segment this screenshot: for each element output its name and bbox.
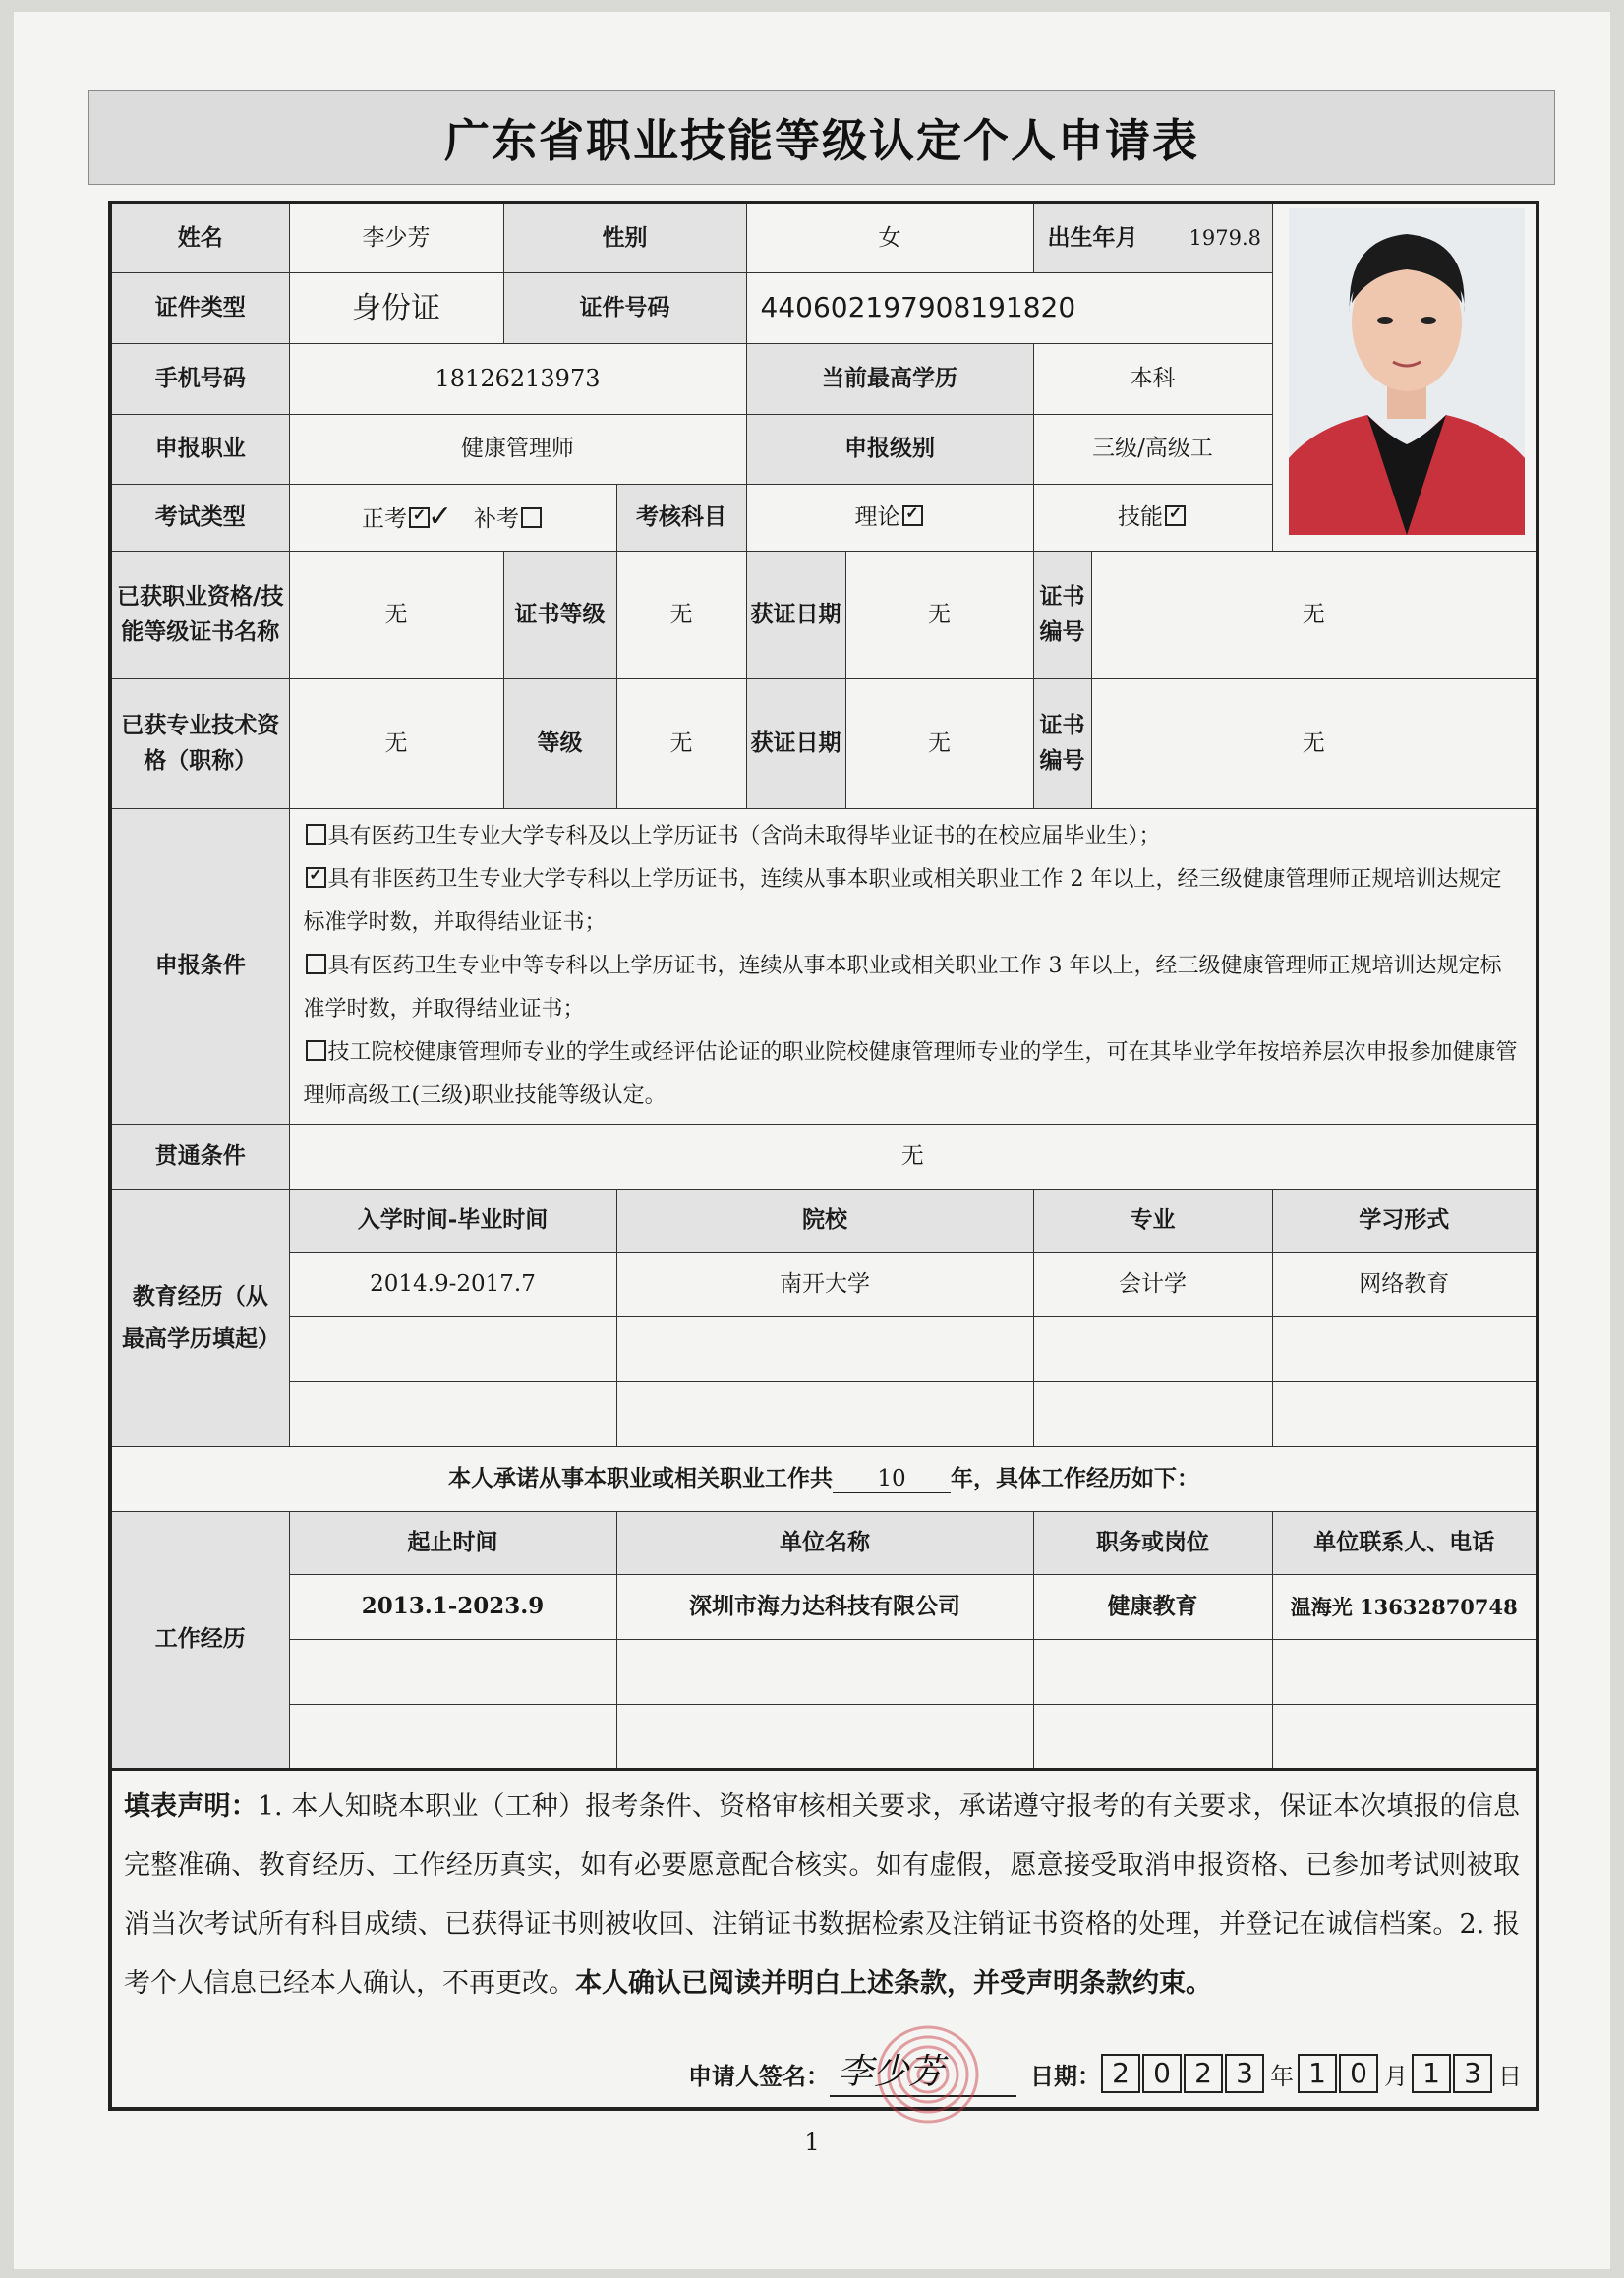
declaration-body: 1. 本人知晓本职业（工种）报考条件、资格审核相关要求，承诺遵守报考的有关要求，保证本次填报的信息完整准确、教育经历、工作经历真实，如有必要愿意配合核实。如有虚假，愿意接受取消申报资格、已参加考试则被取消当次考试所有科目成绩、已获得证书则被收回、注销证书数据检索及注销证书资格的处理，并登记在诚信档案。2. 报考个人信息已经本人确认，不再更改。 [124,1791,1521,1999]
work-history-label: 工作经历 [110,1511,289,1769]
work-cell: 深圳市海力达科技有限公司 [616,1574,1033,1639]
edu-cell [289,1316,616,1381]
declaration-bold-tail: 本人确认已阅读并明白上述条款，并受声明条款约束。 [575,1968,1212,1999]
exam-normal-label: 正考 [361,506,407,533]
work-header-time: 起止时间 [289,1511,616,1574]
cert-level-label: 证书等级 [503,551,616,678]
work-header-company: 单位名称 [616,1511,1033,1574]
condition-text-1: 具有医药卫生专业大学专科及以上学历证书（含尚未取得毕业证书的在校应届毕业生）； [327,823,1161,848]
pro-date-label: 获证日期 [746,678,845,808]
table-row [110,1381,1537,1446]
pro-level-label: 等级 [503,678,616,808]
work-cell: 2013.1-2023.9 [289,1574,616,1639]
education-label: 当前最高学历 [746,343,1033,414]
conditions-label: 申报条件 [110,808,289,1124]
applicant-photo [1277,204,1537,539]
exam-makeup-label: 补考 [474,506,520,533]
signature-label: 申请人签名： [688,2061,830,2090]
edu-cell [1033,1316,1272,1381]
exam-makeup-checkbox[interactable] [521,507,542,528]
work-years: 10 [833,1466,951,1494]
signature-handwriting: 李少芳 [838,2052,945,2092]
condition-text-4: 技工院校健康管理师专业的学生或经评估论证的职业院校健康管理师专业的学生，可在其毕业学年按培养层次申报参加健康管理师高级工(三级)职业技能等级认定。 [303,1039,1518,1108]
gender-label: 性别 [503,203,746,273]
work-cell [616,1639,1033,1704]
form-title-bar [88,90,1555,185]
day-unit: 日 [1498,2062,1522,2090]
gender-value: 女 [746,203,1033,273]
page-number: 1 [804,2129,820,2156]
pro-no-value: 无 [1091,678,1537,808]
work-cell [289,1639,616,1704]
year-unit: 年 [1270,2062,1294,2090]
skill-option [1033,485,1272,552]
table-row [110,1639,1537,1704]
phone-label: 手机号码 [110,343,289,414]
signature-field[interactable] [830,2050,1016,2097]
condition-checkbox-3[interactable] [306,954,326,974]
cert-date-value: 无 [845,551,1033,678]
work-cell [1272,1639,1537,1704]
condition-checkbox-4[interactable] [306,1040,326,1061]
check-mark-icon: ✓ [427,499,453,535]
date-year-digit: 2 [1101,2054,1140,2093]
through-value: 无 [289,1124,1537,1189]
pro-no-label: 证书编号 [1033,678,1091,808]
work-header-position: 职务或岗位 [1033,1511,1272,1574]
exam-type-label: 考试类型 [110,485,289,552]
edu-cell [616,1381,1033,1446]
pro-qual-value: 无 [289,678,503,808]
date-day-digit: 1 [1412,2054,1451,2093]
condition-item [304,945,1523,1031]
birth-label: 出生年月 [1047,224,1138,252]
date-month-digit: 1 [1298,2054,1337,2093]
pro-level-value: 无 [616,678,746,808]
declaration-text [124,1778,1520,2014]
work-promise-suffix: 年，具体工作经历如下： [951,1464,1199,1491]
date-year-digit: 3 [1225,2054,1264,2093]
edu-cell [1272,1381,1537,1446]
work-cell [1272,1704,1537,1769]
subjects-label: 考核科目 [616,485,746,552]
phone-value: 18126213973 [289,343,746,414]
edu-cell: 会计学 [1033,1252,1272,1316]
work-promise-prefix: 本人承诺从事本职业或相关职业工作共 [448,1464,833,1491]
level-value: 三级/高级工 [1033,414,1272,485]
name-value: 李少芳 [289,203,503,273]
condition-text-2: 具有非医药卫生专业大学专科以上学历证书，连续从事本职业或相关职业工作 2 年以上，经三级健康管理师正规培训达规定标准学时数，并取得结业证书； [303,866,1502,935]
cert-qual-value: 无 [289,551,503,678]
through-label: 贯通条件 [110,1124,289,1189]
condition-item [304,815,1523,858]
pro-qual-label: 已获专业技术资格（职称） [110,678,289,808]
form-title: 广东省职业技能等级认定个人申请表 [444,114,1199,167]
skill-label: 技能 [1118,504,1163,531]
edu-header-major: 专业 [1033,1189,1272,1252]
edu-cell [616,1316,1033,1381]
education-history-label: 教育经历（从最高学历填起） [110,1189,289,1446]
date-label: 日期： [1030,2061,1101,2090]
work-cell [289,1704,616,1769]
edu-cell: 2014.9-2017.7 [289,1252,616,1316]
edu-cell [289,1381,616,1446]
condition-text-3: 具有医药卫生专业中等专科以上学历证书，连续从事本职业或相关职业工作 3 年以上，经三级健康管理师正规培训达规定标准学时数，并取得结业证书； [303,953,1502,1022]
edu-header-school: 院校 [616,1189,1033,1252]
pro-date-value: 无 [845,678,1033,808]
edu-header-mode: 学习形式 [1272,1189,1537,1252]
condition-checkbox-1[interactable] [306,824,326,845]
edu-cell: 南开大学 [616,1252,1033,1316]
condition-item [304,858,1523,945]
work-cell [1033,1639,1272,1704]
date-year-digit: 0 [1142,2054,1182,2093]
date-year-digit: 2 [1184,2054,1223,2093]
edu-cell [1033,1381,1272,1446]
edu-cell: 网络教育 [1272,1252,1537,1316]
edu-cell [1272,1316,1537,1381]
id-type-label: 证件类型 [110,273,289,344]
work-cell [1033,1704,1272,1769]
skill-checkbox[interactable] [1165,505,1186,526]
level-label: 申报级别 [746,414,1033,485]
work-cell: 健康教育 [1033,1574,1272,1639]
work-cell: 温海光 13632870748 [1272,1574,1537,1639]
declaration-heading: 填表声明： [124,1791,258,1822]
cert-no-value: 无 [1091,551,1537,678]
exam-type-options [289,485,616,552]
theory-checkbox[interactable] [902,505,923,526]
work-promise [110,1446,1537,1511]
id-no-value: 440602197908191820 [746,273,1272,344]
work-cell [616,1704,1033,1769]
id-type-value: 身份证 [289,273,503,344]
date-month-digit: 0 [1339,2054,1378,2093]
exam-normal-checkbox[interactable] [409,507,430,528]
table-row [110,1316,1537,1381]
theory-label: 理论 [854,504,900,531]
education-value: 本科 [1033,343,1272,414]
photo-cell [1272,203,1537,551]
month-unit: 月 [1384,2062,1408,2090]
table-row [110,1574,1537,1639]
condition-checkbox-2[interactable] [306,867,326,888]
cert-level-value: 无 [616,551,746,678]
birth-value: 1979.8 [1189,226,1261,251]
date-day-digit: 3 [1453,2054,1492,2093]
cert-qual-label: 已获职业资格/技能等级证书名称 [110,551,289,678]
conditions-list [289,808,1537,1124]
theory-option [746,485,1033,552]
work-header-contact: 单位联系人、电话 [1272,1511,1537,1574]
edu-header-time: 入学时间-毕业时间 [289,1189,616,1252]
occupation-label: 申报职业 [110,414,289,485]
id-no-label: 证件号码 [503,273,746,344]
name-label: 姓名 [110,203,289,273]
birth-label-cell [1033,203,1272,273]
table-row [110,1252,1537,1316]
occupation-value: 健康管理师 [289,414,746,485]
cert-no-label: 证书编号 [1033,551,1091,678]
condition-item [304,1031,1523,1118]
signature-row [688,2050,1526,2097]
table-row [110,1704,1537,1769]
cert-date-label: 获证日期 [746,551,845,678]
